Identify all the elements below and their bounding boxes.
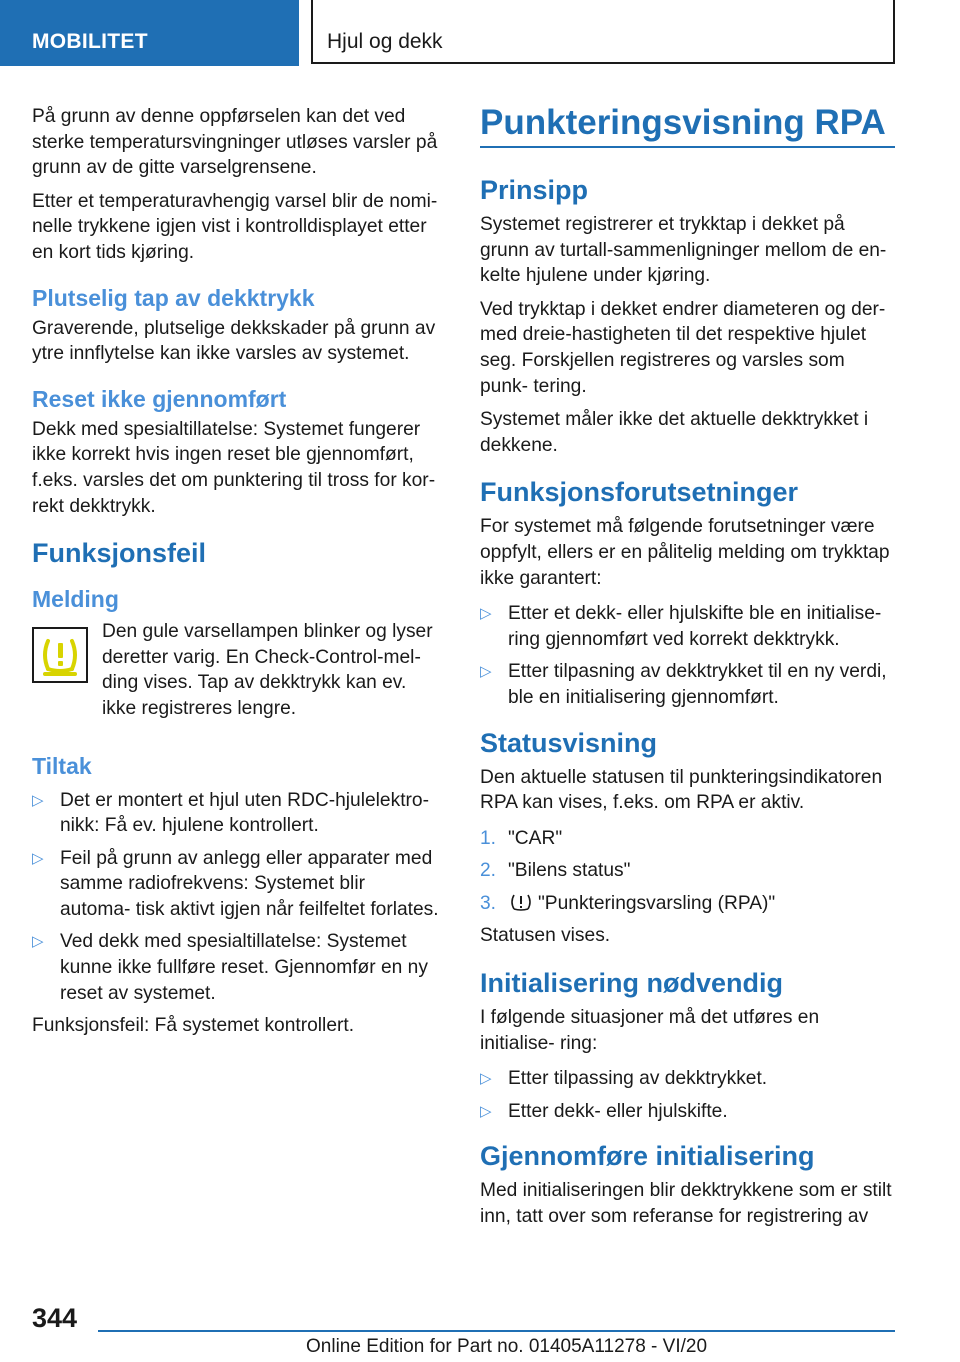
- list-item: ▷ Feil på grunn av anlegg eller apparater med samme radiofrekvens: Systemet blir automa- tisk aktivt igjen når feilfeltet forlates.: [32, 847, 439, 920]
- init-list: [480, 1066, 895, 1124]
- section-title: MOBILITET: [32, 30, 148, 53]
- list-item: 1. "CAR": [480, 827, 563, 849]
- triangle-right-icon: ▷: [32, 791, 44, 809]
- tire-pressure-warning-icon: [32, 627, 88, 683]
- paragraph: Systemet registrerer et trykktap i dekket på grunn av turtall-sammenligninger mellom de en- kelte hjulene under kjøring.: [480, 214, 887, 287]
- triangle-right-icon: ▷: [32, 849, 44, 867]
- paragraph: Dekk med spesialtillatelse: Systemet fungerer ikke korrekt hvis ingen reset ble gjennomført, f.eks. varsles det om punktering til tross for kor- rekt dekktrykk.: [32, 418, 436, 517]
- heading-prinsipp: Prinsipp: [480, 175, 589, 205]
- triangle-right-icon: ▷: [480, 1102, 492, 1120]
- left-column: [32, 104, 440, 1047]
- forutsetninger-list: [480, 601, 895, 710]
- list-item: ▷ Etter tilpassing av dekktrykket.: [480, 1066, 895, 1092]
- edition-note: Online Edition for Part no. 01405A11278 - VI/20: [306, 1336, 708, 1357]
- heading-init-nodvendig: Initialisering nødvendig: [480, 968, 784, 999]
- paragraph: Etter et temperaturavhengig varsel blir de nomi- nelle trykkene igjen vist i kontrolldisplayet etter en kort tids kjøring.: [32, 190, 438, 263]
- heading-forutsetninger: Funksjonsforutsetninger: [480, 477, 799, 508]
- heading-melding: Melding: [32, 586, 119, 613]
- chapter-tab: [311, 0, 895, 64]
- paragraph: Den aktuelle statusen til punkteringsindikatoren RPA kan vises, f.eks. om RPA er aktiv.: [480, 766, 883, 814]
- tire-pressure-icon: [508, 892, 534, 912]
- paragraph: Systemet måler ikke det aktuelle dekktrykket i dekkene.: [480, 409, 869, 456]
- section-tab: [0, 0, 299, 66]
- footer-divider: [98, 1330, 895, 1332]
- triangle-right-icon: ▷: [480, 605, 492, 623]
- list-item: ▷ Etter dekk- eller hjulskifte.: [480, 1099, 895, 1125]
- list-item: 3. "Punkteringsvarsling (RPA)": [480, 892, 776, 914]
- triangle-right-icon: ▷: [480, 663, 492, 681]
- list-item: ▷ Etter et dekk- eller hjulskifte ble en initialise- ring gjennomført ved korrekt dekktrykk.: [480, 603, 882, 650]
- paragraph: I følgende situasjoner må det utføres en initialise- ring:: [480, 1007, 820, 1054]
- paragraph: Graverende, plutselige dekkskader på grunn av ytre innflytelse kan ikke varsles av systemet.: [32, 317, 436, 365]
- warning-message: [32, 621, 440, 729]
- paragraph: Den gule varsellampen blinker og lyser deretter varig. En Check-Control-mel- ding vises. Tap av dekktrykk kan ev. ikke registreres lengre.: [102, 621, 433, 719]
- status-steps: [480, 826, 895, 917]
- page-number: 344: [32, 1303, 78, 1333]
- heading-status: Statusvisning: [480, 727, 658, 758]
- right-column: [480, 104, 895, 1238]
- list-item: 2. "Bilens status": [480, 860, 631, 882]
- list-item: ▷ Etter tilpasning av dekktrykket til en ny verdi, ble en initialisering gjennomført.: [480, 661, 887, 708]
- triangle-right-icon: ▷: [32, 933, 44, 951]
- heading-gjennomfore: Gjennomføre initialisering: [480, 1141, 815, 1172]
- heading-funksjonsfeil: Funksjonsfeil: [32, 538, 207, 569]
- heading-reset: Reset ikke gjennomført: [32, 385, 287, 412]
- paragraph: Statusen vises.: [480, 925, 611, 947]
- paragraph: Funksjonsfeil: Få systemet kontrollert.: [32, 1015, 355, 1037]
- paragraph: Med initialiseringen blir dekktrykkene som er stilt inn, tatt over som referanse for registrering av: [480, 1180, 892, 1228]
- list-item: ▷ Ved dekk med spesialtillatelse: Systemet kunne ikke fullføre reset. Gjennomfør en ny reset av systemet.: [32, 931, 428, 1004]
- paragraph: Ved trykktap i dekket endrer diameteren og der- med dreie-hastigheten til det respektive hjulet seg. Forskjellen registreres og varsles som punk- tering.: [480, 298, 886, 397]
- triangle-right-icon: ▷: [480, 1070, 492, 1088]
- list-item: ▷ Det er montert et hjul uten RDC-hjulelektro- nikk: Få ev. hjulene kontrollert.: [32, 789, 429, 837]
- heading-tiltak: Tiltak: [32, 752, 92, 779]
- page-title: Punkteringsvisning RPA: [480, 104, 895, 148]
- tiltak-list: [32, 788, 440, 1007]
- paragraph: For systemet må følgende forutsetninger være oppfylt, ellers er en pålitelig melding om trykktap ikke garantert:: [480, 516, 890, 589]
- paragraph: På grunn av denne oppførselen kan det ved sterke temperatursvingninger utløses varsler på grunn av de gitte varselgrensene.: [32, 106, 438, 179]
- chapter-title: Hjul og dekk: [327, 30, 443, 53]
- heading-plutselig: Plutselig tap av dekktrykk: [32, 284, 315, 311]
